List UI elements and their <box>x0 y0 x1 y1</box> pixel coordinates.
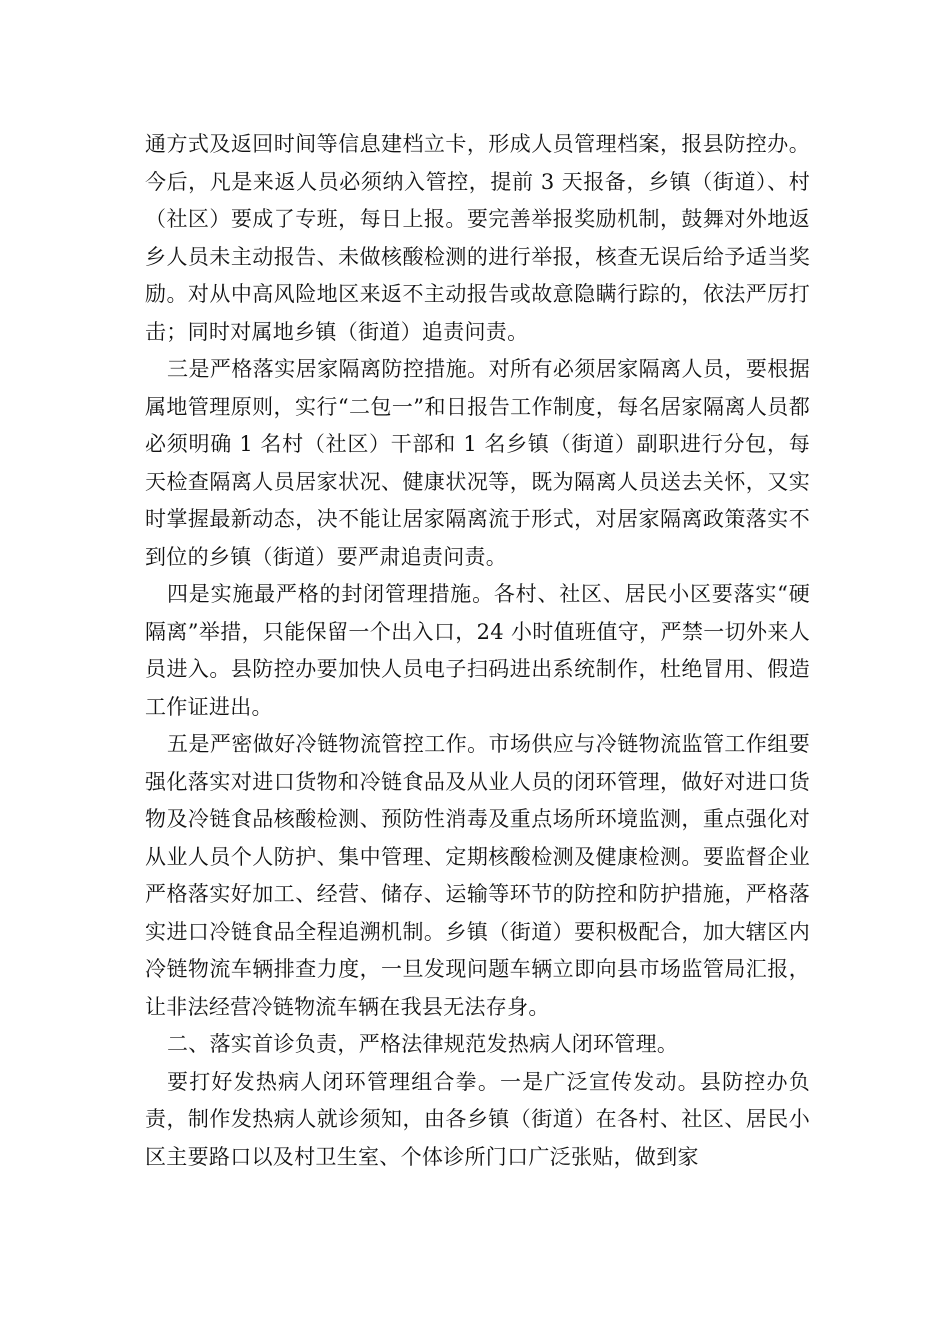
paragraph-cold-chain: 五是严密做好冷链物流管控工作。市场供应与冷链物流监管工作组要强化落实对进口货物和冷链食品及从业人员的闭环管理，做好对进口货物及冷链食品核酸检测、预防性消毒及重点场所环境监测，重点强化对从业人员个人防护、集中管理、定期核酸检测及健康检测。要监督企业严格落实好加工、经营、储存、运输等环节的防控和防护措施，严格落实进口冷链食品全程追溯机制。乡镇（街道）要积极配合，加大辖区内冷链物流车辆排查力度，一旦发现问题车辆立即向县市场监管局汇报，让非法经营冷链物流车辆在我县无法存身。 <box>145 732 810 1019</box>
section-heading-first-diagnosis: 二、落实首诊负责，严格法律规范发热病人闭环管理。 <box>167 1032 679 1056</box>
document-body <box>145 126 810 1176</box>
paragraph-fever-patients: 要打好发热病人闭环管理组合拳。一是广泛宣传发动。县防控办负责，制作发热病人就诊须知，由各乡镇（街道）在各村、社区、居民小区主要路口以及村卫生室、个体诊所门口广泛张贴，做到家 <box>145 1069 810 1169</box>
paragraph-closed-management: 四是实施最严格的封闭管理措施。各村、社区、居民小区要落实“硬隔离”举措，只能保留一个出入口，24 小时值班值守，严禁一切外来人员进入。县防控办要加快人员电子扫码进出系统制作，杜绝冒用、假造工作证进出。 <box>145 582 810 719</box>
paragraph-continuation: 通方式及返回时间等信息建档立卡，形成人员管理档案，报县防控办。今后，凡是来返人员必须纳入管控，提前 3 天报备，乡镇（街道）、村（社区）要成了专班，每日上报。要完善举报奖励机制，鼓舞对外地返乡人员未主动报告、未做核酸检测的进行举报，核查无误后给予适当奖励。对从中高风险地区来返不主动报告或故意隐瞒行踪的，依法严厉打击；同时对属地乡镇（街道）追责问责。 <box>145 132 810 344</box>
paragraph-home-quarantine: 三是严格落实居家隔离防控措施。对所有必须居家隔离人员，要根据属地管理原则，实行“二包一”和日报告工作制度，每名居家隔离人员都必须明确 1 名村（社区）干部和 1 名乡镇（街道）副职进行分包，每天检查隔离人员居家状况、健康状况等，既为隔离人员送去关怀，又实时掌握最新动态，决不能让居家隔离流于形式，对居家隔离政策落实不到位的乡镇（街道）要严肃追责问责。 <box>145 357 810 569</box>
